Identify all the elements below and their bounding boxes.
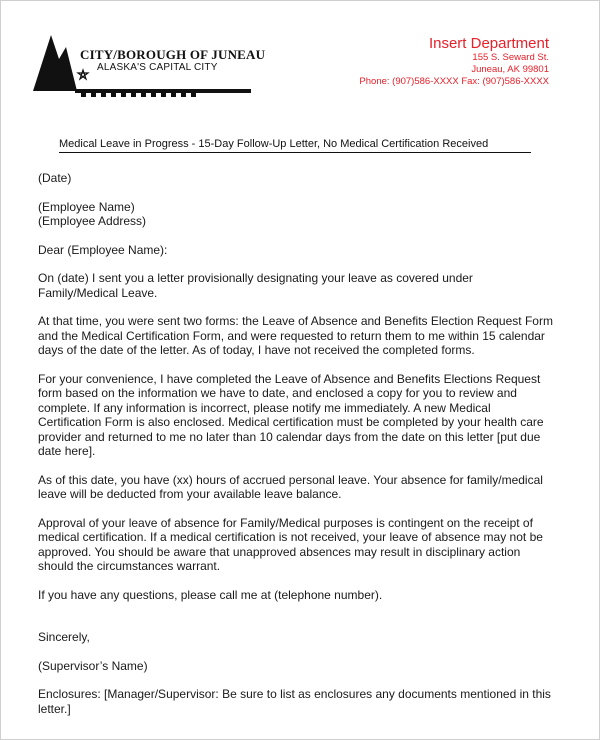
letter-subject: Medical Leave in Progress - 15-Day Follow-Up Letter, No Medical Certification Received [59,138,531,153]
paragraph-2: At that time, you were sent two forms: the Leave of Absence and Benefits Election Request Form and the Medical Certification Form, and were requested to return them to me within 15 calendar days of the date of the letter. As of today, I have not received the completed forms. [38,314,553,357]
address-line-1: 155 S. Seward St. [472,52,549,63]
salutation: Dear (Employee Name): [38,242,168,257]
employee-name: (Employee Name) [38,199,135,214]
letter-date: (Date) [38,171,72,185]
paragraph-6: If you have any questions, please call me at (telephone number). [38,587,383,602]
letter-body [38,171,553,716]
paragraph-5: Approval of your leave of absence for Family/Medical purposes is contingent on the receipt of medical certification. If a medical certification is not received, your leave of absence may not be approved. You should be aware that unapproved absences may result in disciplinary action should the circumstances warrant. [38,515,543,573]
closing: Sincerely, [38,630,90,644]
signature: (Supervisor’s Name) [38,658,148,673]
contact-line: Phone: (907)586-XXXX Fax: (907)586-XXXX [359,76,549,87]
enclosures: Enclosures: [Manager/Supervisor: Be sure to list as enclosures any documents mentioned in this letter.] [38,687,551,716]
paragraph-4: As of this date, you have (xx) hours of accrued personal leave. Your absence for family/medical leave will be deducted from your available leave balance. [38,472,543,501]
paragraph-3: For your convenience, I have completed the Leave of Absence and Benefits Elections Request form based on the information we have to date, and enclosed a copy for you to review and complete. If any information is incorrect, please notify me immediately. A new Medical Certification Form is also enclosed. Medical certification must be completed by your health care provider and returned to me no later than 10 calendar days from the date on this letter [put due date here]. [38,371,544,458]
org-name: CITY/BOROUGH OF JUNEAU [80,47,266,62]
paragraph-1: On (date) I sent you a letter provisionally designating your leave as covered under Family/Medical Leave. [38,271,473,300]
department-title: Insert Department [428,35,549,52]
department-block [359,35,549,88]
employee-address: (Employee Address) [38,214,147,228]
org-tagline: ALASKA'S CAPITAL CITY [97,62,218,73]
address-line-2: Juneau, AK 99801 [471,64,549,75]
